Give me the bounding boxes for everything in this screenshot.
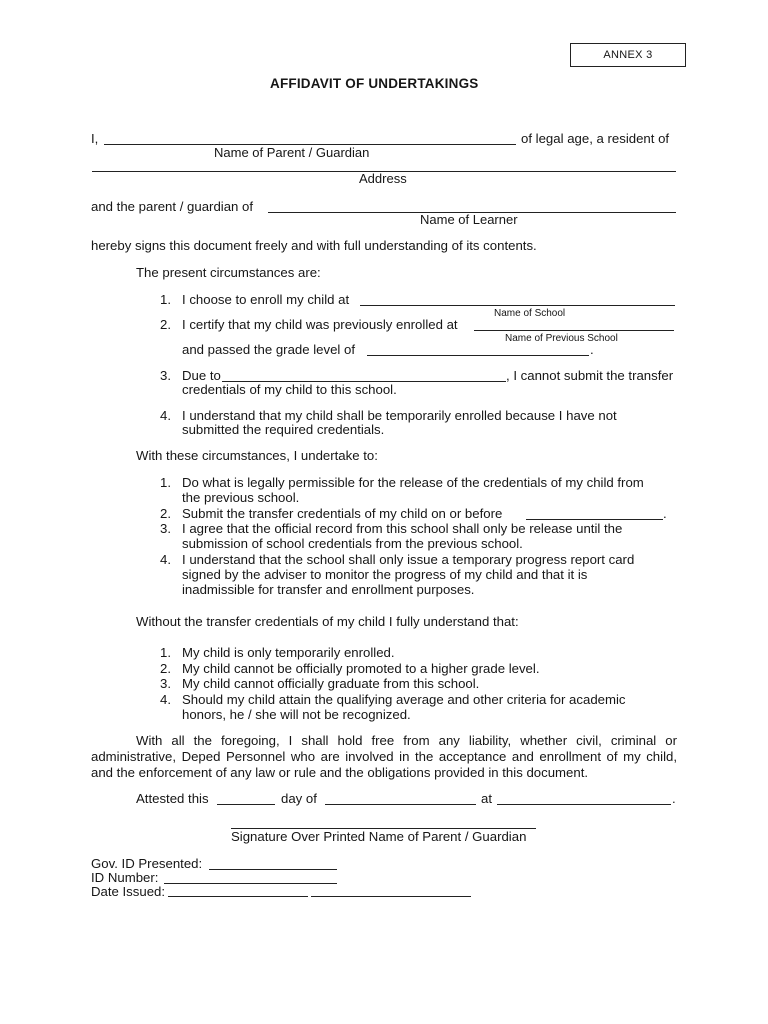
circumstance-1-text: I choose to enroll my child at <box>182 292 350 307</box>
date-issued-label: Date Issued: <box>91 884 166 899</box>
without-heading: Without the transfer credentials of my child I fully understand that: <box>136 614 519 629</box>
address-caption: Address <box>359 171 407 186</box>
circumstance-1-number: 1. <box>160 292 171 307</box>
attested-prefix: Attested this <box>136 791 209 806</box>
without-1-number: 1. <box>160 645 171 660</box>
undertaking-4-line2: signed by the adviser to monitor the progress of my child and that it is <box>182 567 588 582</box>
circumstance-3-suffix: , I cannot submit the transfer <box>506 368 674 383</box>
submit-date-blank[interactable] <box>526 519 663 520</box>
attested-month-blank[interactable] <box>325 804 476 805</box>
without-3-number: 3. <box>160 676 171 691</box>
circumstance-4-line2: submitted the required credentials. <box>182 422 385 437</box>
attested-day-blank[interactable] <box>217 804 275 805</box>
undertaking-1-line1: Do what is legally permissible for the release of the credentials of my child from <box>182 475 644 490</box>
undertaking-4-line1: I understand that the school shall only issue a temporary progress report card <box>182 552 635 567</box>
attested-place-blank[interactable] <box>497 804 671 805</box>
attested-at: at <box>481 791 492 806</box>
undertaking-2-line1: Submit the transfer credentials of my child on or before <box>182 506 503 521</box>
circumstance-4-number: 4. <box>160 408 171 423</box>
liability-line3: and the enforcement of any law or rule and the obligations provided in this document. <box>91 765 589 780</box>
undertaking-4-number: 4. <box>160 552 171 567</box>
without-1-line1: My child is only temporarily enrolled. <box>182 645 395 660</box>
undertaking-1-number: 1. <box>160 475 171 490</box>
without-4-line2: honors, he / she will not be recognized. <box>182 707 411 722</box>
id-number-label: ID Number: <box>91 870 159 885</box>
liability-line2: administrative, Deped Personnel who are involved in the acceptance and enrollment of my child, <box>91 749 677 764</box>
previous-school-caption: Name of Previous School <box>505 333 618 344</box>
grade-level-text: and passed the grade level of <box>182 342 356 357</box>
liability-line2-wrap <box>91 749 677 765</box>
grade-level-period: . <box>590 342 594 357</box>
gov-id-blank[interactable] <box>209 869 337 870</box>
circumstance-4-line1: I understand that my child shall be temporarily enrolled because I have not <box>182 408 617 423</box>
annex-label: ANNEX 3 <box>570 43 686 67</box>
circumstance-2-text: I certify that my child was previously enrolled at <box>182 317 458 332</box>
undertaking-2-period: . <box>663 506 667 521</box>
circumstance-3-prefix: Due to <box>182 368 221 383</box>
undertaking-2-number: 2. <box>160 506 171 521</box>
without-4-number: 4. <box>160 692 171 707</box>
attested-period: . <box>672 791 676 806</box>
circumstance-3-line2: credentials of my child to this school. <box>182 382 397 397</box>
without-2-number: 2. <box>160 661 171 676</box>
undertaking-3-line2: submission of school credentials from the previous school. <box>182 536 523 551</box>
document-title: AFFIDAVIT OF UNDERTAKINGS <box>270 76 479 91</box>
undertaking-3-number: 3. <box>160 521 171 536</box>
liability-line1-wrap <box>136 733 677 749</box>
legal-age-text: of legal age, a resident of <box>521 131 670 146</box>
date-issued-blank[interactable] <box>168 896 308 897</box>
without-2-line1: My child cannot be officially promoted to a higher grade level. <box>182 661 540 676</box>
undertaking-3-line1: I agree that the official record from this school shall only be release until the <box>182 521 623 536</box>
undertaking-1-line2: the previous school. <box>182 490 300 505</box>
learner-name-caption: Name of Learner <box>420 212 518 227</box>
signs-statement: hereby signs this document freely and with full understanding of its contents. <box>91 238 537 253</box>
signature-caption: Signature Over Printed Name of Parent / Guardian <box>231 829 527 844</box>
grade-level-blank[interactable] <box>367 355 589 356</box>
intro-i-prefix: I, <box>91 131 99 146</box>
attested-day-of: day of <box>281 791 317 806</box>
date-issued-blank-extra[interactable] <box>311 896 471 897</box>
id-number-blank[interactable] <box>164 883 337 884</box>
circumstance-2-number: 2. <box>160 317 171 332</box>
undertakings-heading: With these circumstances, I undertake to: <box>136 448 378 463</box>
without-4-line1: Should my child attain the qualifying average and other criteria for academic <box>182 692 626 707</box>
liability-line1: With all the foregoing, I shall hold free from any liability, whether civil, criminal or <box>136 733 677 748</box>
school-name-caption: Name of School <box>494 308 566 319</box>
gov-id-label: Gov. ID Presented: <box>91 856 203 871</box>
circumstance-3-number: 3. <box>160 368 171 383</box>
undertaking-4-line3: inadmissible for transfer and enrollment purposes. <box>182 582 475 597</box>
parent-name-caption: Name of Parent / Guardian <box>214 145 370 160</box>
circumstances-heading: The present circumstances are: <box>136 265 321 280</box>
without-3-line1: My child cannot officially graduate from this school. <box>182 676 480 691</box>
parent-of-text: and the parent / guardian of <box>91 199 254 214</box>
